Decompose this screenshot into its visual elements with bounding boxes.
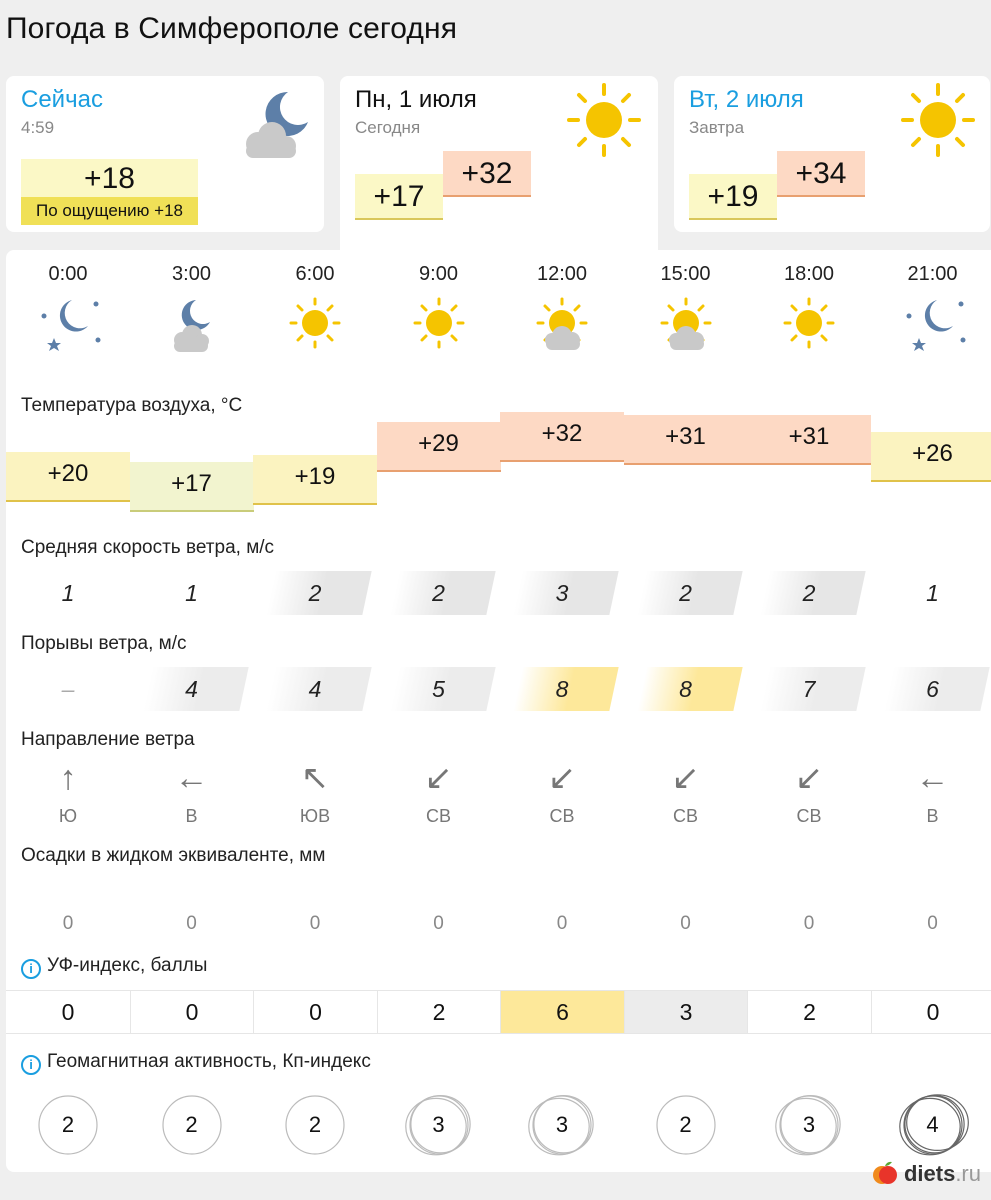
day1-label: Пн, 1 июля	[355, 86, 477, 113]
info-icon[interactable]: i	[21, 1055, 41, 1075]
uv-value: 0	[130, 991, 254, 1033]
wind-direction-arrow-icon: ←	[915, 759, 950, 797]
hour-label: 9:00	[419, 263, 458, 285]
temp-bar: +32	[500, 412, 624, 462]
hour-label: 3:00	[172, 263, 211, 285]
uv-value: 2	[747, 991, 871, 1033]
temp-bar: +31	[747, 415, 871, 465]
info-icon[interactable]: i	[21, 959, 41, 979]
section-precipitation: Осадки в жидком эквиваленте, мм	[21, 845, 326, 866]
kp-value: 2	[185, 1112, 198, 1137]
sun-cloud-icon	[500, 290, 624, 360]
page-title: Погода в Симферополе сегодня	[6, 12, 458, 45]
wind-direction-arrow-icon: ↙	[671, 759, 700, 797]
temp-bar: +19	[253, 455, 377, 505]
wind-direction-arrow-icon: ↑	[59, 759, 77, 797]
section-kp-index[interactable]	[21, 1051, 371, 1075]
wind-direction-label: СВ	[796, 806, 822, 826]
kp-index	[747, 1094, 871, 1156]
wind-direction-label: В	[185, 806, 198, 826]
kp-value: 3	[555, 1112, 569, 1137]
section-wind-direction: Направление ветра	[21, 729, 195, 750]
wind-speed: 1	[185, 580, 198, 606]
today-forecast-card[interactable]	[340, 76, 658, 256]
day2-low: +19	[689, 174, 777, 220]
now-label: Сейчас	[21, 86, 103, 113]
wind-direction-arrow-icon: ↙	[547, 759, 577, 797]
sun-icon	[566, 82, 642, 158]
moon-stars-icon	[6, 290, 130, 360]
wind-direction-label: В	[926, 806, 939, 826]
wind-gust: 8	[555, 676, 569, 702]
kp-value: 2	[308, 1112, 322, 1137]
hour-label: 0:00	[48, 263, 88, 285]
logo-tld: .ru	[955, 1161, 981, 1186]
logo-name: diets	[903, 1161, 956, 1186]
uv-label: УФ-индекс, баллы	[47, 955, 208, 976]
uv-value: 3	[624, 991, 748, 1033]
wind-direction-label: СВ	[549, 806, 575, 826]
uv-value: 0	[253, 991, 377, 1033]
wind-speed: 2	[679, 580, 692, 606]
wind-speed: 1	[926, 580, 939, 606]
wind-direction-arrow-icon: ←	[174, 759, 209, 797]
wind-gust: 8	[679, 676, 692, 702]
moon-stars-icon	[871, 290, 991, 360]
wind-direction-label: Ю	[58, 806, 78, 826]
site-logo[interactable]	[872, 1160, 981, 1187]
hour-label: 15:00	[660, 263, 711, 285]
temp-bar: +26	[871, 432, 991, 482]
day2-label: Вт, 2 июля	[689, 86, 804, 113]
kp-value: 2	[679, 1112, 692, 1137]
kp-index	[253, 1094, 377, 1156]
kp-index	[130, 1094, 254, 1156]
wind-gust: –	[61, 676, 75, 702]
sun-icon	[900, 82, 976, 158]
section-uv-index[interactable]	[21, 955, 207, 979]
temp-bar: +20	[6, 452, 130, 502]
day2-high: +34	[777, 151, 865, 197]
hour-label: 18:00	[783, 263, 835, 285]
precipitation-value: 0	[309, 913, 321, 934]
wind-gust: 7	[802, 676, 816, 702]
wind-speed: 2	[308, 580, 322, 606]
wind-direction-arrow-icon: ↖	[300, 759, 330, 797]
precipitation-value: 0	[803, 913, 815, 934]
kp-value: 3	[432, 1112, 445, 1137]
precipitation-value: 0	[556, 913, 568, 934]
wind-gust: 6	[926, 676, 939, 702]
kp-index	[624, 1094, 748, 1156]
current-weather-card[interactable]	[6, 76, 324, 232]
day1-high: +32	[443, 151, 531, 197]
day2-sub: Завтра	[689, 118, 745, 137]
wind-gust: 5	[432, 676, 445, 702]
hour-label: 6:00	[295, 263, 335, 285]
now-temp-box	[21, 159, 198, 225]
precipitation-value: 0	[433, 913, 444, 934]
feels-like: По ощущению +18	[21, 197, 198, 225]
sun-cloud-icon	[624, 290, 748, 360]
day1-sub: Сегодня	[355, 118, 421, 137]
kp-index	[6, 1094, 130, 1156]
kp-index	[377, 1094, 501, 1156]
uv-value: 2	[377, 991, 501, 1033]
sun-icon	[253, 290, 377, 360]
day1-low: +17	[355, 174, 443, 220]
kp-index	[871, 1094, 991, 1156]
tomorrow-forecast-card[interactable]	[674, 76, 990, 232]
now-temp: +18	[84, 162, 135, 195]
section-wind-speed: Средняя скорость ветра, м/с	[21, 537, 275, 558]
wind-direction-arrow-icon: ↙	[794, 759, 824, 797]
wind-direction-label: ЮВ	[299, 806, 331, 826]
wind-direction-label: СВ	[672, 806, 698, 826]
wind-gust: 4	[308, 676, 322, 702]
kp-value: 3	[802, 1112, 816, 1137]
apple-icon	[872, 1160, 898, 1186]
precipitation-value: 0	[927, 913, 938, 934]
uv-value: 6	[500, 991, 624, 1033]
kp-value: 2	[61, 1112, 75, 1137]
uv-value: 0	[871, 991, 991, 1033]
precipitation-value: 0	[62, 913, 74, 934]
temp-bar: +29	[377, 422, 501, 472]
kp-label: Геомагнитная активность, Кп-индекс	[47, 1051, 371, 1072]
wind-direction-label: СВ	[425, 806, 451, 826]
now-time: 4:59	[21, 118, 55, 137]
section-temperature: Температура воздуха, °C	[21, 395, 243, 416]
kp-index	[500, 1094, 624, 1156]
sun-icon	[377, 290, 501, 360]
hour-label: 21:00	[907, 263, 958, 285]
moon-cloud-icon	[130, 290, 254, 360]
section-wind-gusts: Порывы ветра, м/с	[21, 633, 187, 654]
uv-row	[6, 990, 991, 1034]
wind-speed: 1	[61, 580, 75, 606]
hour-label: 12:00	[536, 263, 588, 285]
kp-value: 4	[926, 1112, 939, 1137]
sun-icon	[747, 290, 871, 360]
temp-bar: +17	[130, 462, 254, 512]
wind-direction-arrow-icon: ↙	[424, 759, 453, 797]
wind-speed: 2	[432, 580, 445, 606]
wind-speed: 3	[555, 580, 569, 606]
precipitation-value: 0	[680, 913, 691, 934]
wind-gust: 4	[185, 676, 198, 702]
temp-bar: +31	[624, 415, 748, 465]
wind-speed: 2	[802, 580, 816, 606]
uv-value: 0	[61, 999, 75, 1025]
precipitation-value: 0	[186, 913, 197, 934]
moon-cloud-icon	[236, 84, 316, 164]
